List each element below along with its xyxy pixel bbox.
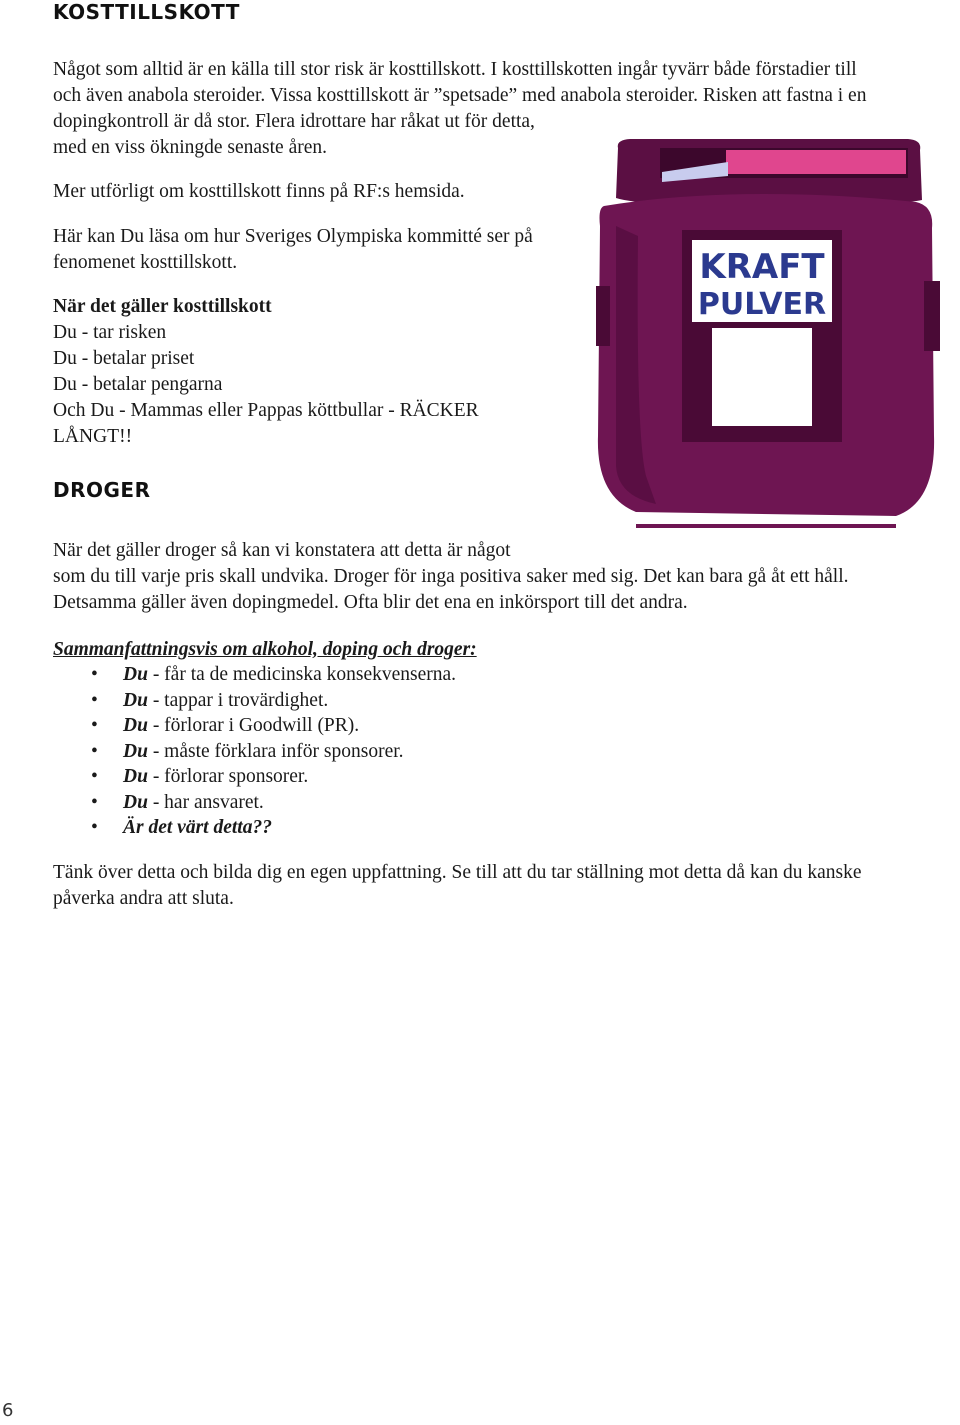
text-line: Här kan Du läsa om hur Sveriges Olympiska kommitté ser på	[53, 226, 533, 247]
section-heading-kosttillskott: KOSTTILLSKOTT	[53, 0, 240, 24]
section-heading-droger: DROGER	[53, 478, 151, 502]
text-line: påverka andra att sluta.	[53, 888, 234, 909]
text-line: med en viss ökningde senaste åren.	[53, 137, 328, 158]
text-line: Något som alltid är en källa till stor risk är kosttillskott. I kosttillskotten ingår tyvärr både förstadier till	[53, 59, 857, 80]
more-info-text: Mer utförligt om kosttillskott finns på RF:s hemsida.	[53, 181, 465, 202]
list-item: • Är det värt detta??	[53, 815, 456, 841]
list-line: Du - tar risken	[53, 322, 167, 343]
jar-base	[636, 524, 896, 528]
text-line: dopingkontroll är då stor. Flera idrottare har råkat ut för detta,	[53, 111, 535, 132]
list-item: • Du - har ansvaret.	[53, 790, 456, 816]
bullet-icon: •	[91, 740, 98, 762]
lid-stripe	[726, 150, 906, 174]
list-item: • Du - förlorar sponsorer.	[53, 764, 456, 790]
list-item: • Du - får ta de medicinska konsekvenserna.	[53, 662, 456, 688]
list-line: Och Du - Mammas eller Pappas köttbullar - RÄCKER	[53, 400, 479, 421]
list-line: LÅNGT!!	[53, 426, 133, 447]
page-number: 6	[2, 1400, 14, 1421]
text-line: som du till varje pris skall undvika. Droger för inga positiva saker med sig. Det kan bara gå åt ett håll.	[53, 566, 849, 587]
droger-text	[53, 538, 849, 616]
list-line: Du - betalar pengarna	[53, 374, 223, 395]
list-heading: När det gäller kosttillskott	[53, 296, 272, 317]
list-line: Du - betalar priset	[53, 348, 195, 369]
bullet-icon: •	[91, 689, 98, 711]
text-line: och även anabola steroider. Vissa kosttillskott är ”spetsade” med anabola steroider. Risken att fastna i en	[53, 85, 867, 106]
list-item: • Du - förlorar i Goodwill (PR).	[53, 713, 456, 739]
text-line: När det gäller droger så kan vi konstatera att detta är något	[53, 540, 511, 561]
bullet-icon: •	[91, 664, 98, 685]
jar-handle-right	[924, 281, 940, 351]
label-text-kraft: KRAFT	[699, 247, 825, 287]
olympic-committee-text	[53, 224, 533, 276]
bullet-icon: •	[91, 817, 98, 838]
kraftpulver-jar-illustration	[596, 136, 940, 528]
text-line: fenomenet kosttillskott.	[53, 252, 238, 273]
text-line: Detsamma gäller även dopingmedel. Ofta blir det ena en inkörsport till det andra.	[53, 592, 688, 613]
summary-list	[53, 662, 456, 841]
bullet-icon: •	[91, 766, 98, 787]
list-item: • Du - tappar i trovärdighet.	[53, 688, 456, 714]
label-text-pulver: PULVER	[697, 287, 827, 322]
summary-heading: Sammanfattningsvis om alkohol, doping och droger:	[53, 639, 477, 660]
jar-handle-left	[596, 286, 610, 346]
text-line: Tänk över detta och bilda dig en egen uppfattning. Se till att du tar ställning mot detta då kan du kanske	[53, 862, 862, 883]
closing-text	[53, 860, 862, 912]
list-item: • Du - måste förklara inför sponsorer.	[53, 739, 456, 765]
bullet-icon: •	[91, 791, 98, 813]
bullet-icon: •	[91, 715, 98, 736]
kosttillskott-list	[53, 294, 479, 450]
label-window	[712, 328, 812, 426]
